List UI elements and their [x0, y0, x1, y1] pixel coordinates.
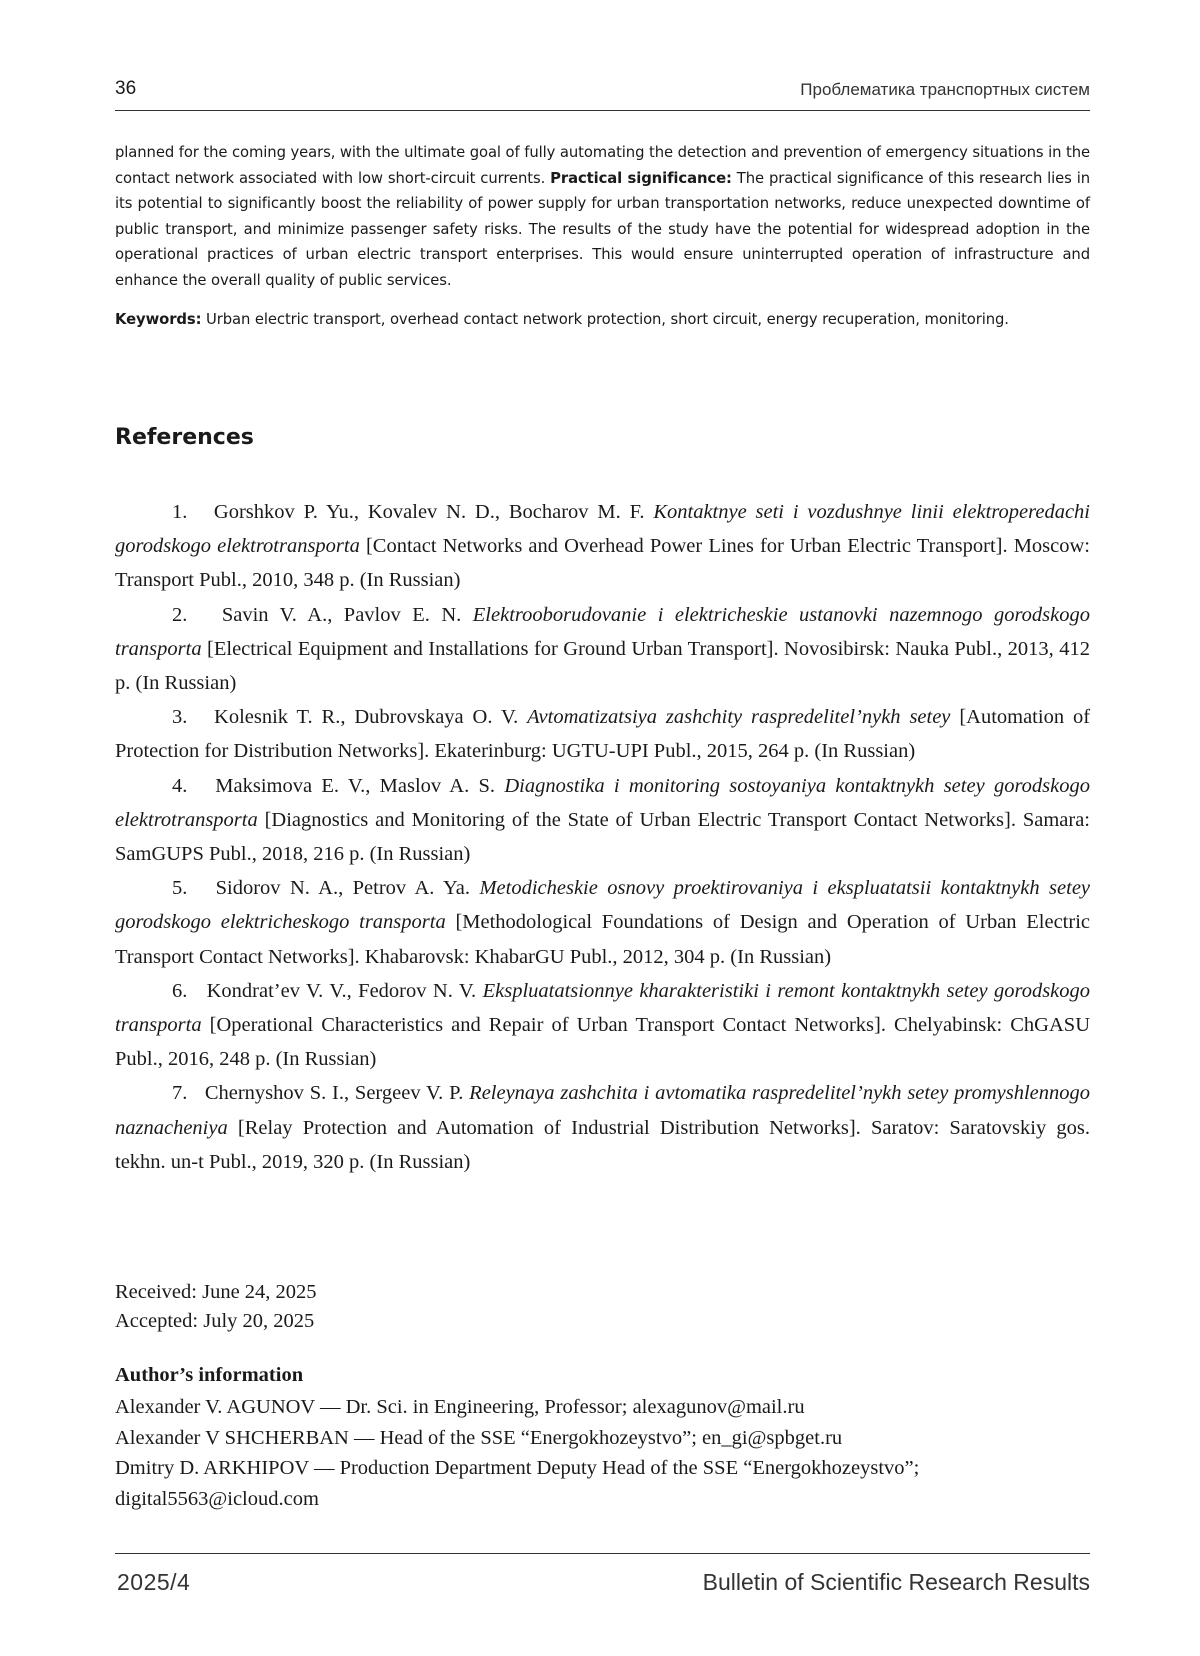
ref-details: [Contact Networks and Overhead Power Lines for Urban Electric Transport]. Moscow: Transport Publ., 2010, 348 p. (In Russian)	[115, 535, 1091, 592]
ref-authors: Savin V. A., Pavlov E. N.	[221, 603, 462, 626]
ref-title: Diagnostika i monitoring sostoyaniya kontaktnykh setey gorodskogo elektrotransporta	[115, 774, 1091, 831]
accepted-date: Accepted: July 20, 2025	[115, 1310, 315, 1332]
ref-number: 2.	[172, 603, 188, 626]
dates-block	[115, 1278, 317, 1336]
ref-number: 6.	[172, 979, 188, 1002]
ref-number: 7.	[172, 1082, 188, 1105]
ref-details: [Electrical Equipment and Installations for Ground Urban Transport]. Novosibirsk: Nauka Publ., 2013, 412 p. (In Russian)	[115, 637, 1090, 695]
ref-title: Elektrooborudovanie i elektricheskie ustanovki nazemnogo gorodskogo transporta	[115, 603, 1091, 660]
keywords-text: Urban electric transport, overhead contact network protection, short circuit, energy recuperation, monitoring.	[206, 310, 1009, 328]
ref-number: 5.	[172, 877, 188, 900]
page-header	[115, 76, 1090, 111]
author-info-list	[115, 1392, 1090, 1514]
keywords-label: Keywords:	[115, 310, 202, 328]
running-title: Проблематика транспортных систем	[800, 80, 1090, 99]
ref-title: Kontaktnye seti i vozdushnye linii elektroperedachi gorodskogo elektrotransporta	[115, 501, 1090, 558]
references-heading: References	[115, 425, 254, 450]
received-date: Received: June 24, 2025	[115, 1281, 317, 1303]
author-line: Dmitry D. ARKHIPOV — Production Department Deputy Head of the SSE “Energokhozeystvo”; digital5563@icloud.com	[115, 1457, 920, 1510]
issue-number: 2025/4	[117, 1569, 191, 1595]
reference-item	[115, 1076, 1090, 1179]
ref-title: Metodicheskie osnovy proektirovaniya i ekspluatatsii kontaktnykh setey gorodskogo elektricheskogo transporta	[115, 877, 1091, 934]
keywords-paragraph	[115, 307, 1090, 333]
page-footer	[115, 1553, 1090, 1595]
reference-item	[115, 871, 1090, 974]
ref-authors: Kondrat’ev V. V., Fedorov N. V.	[206, 979, 477, 1002]
ref-number: 4.	[172, 774, 188, 797]
author-info-heading: Author’s information	[115, 1364, 304, 1386]
references-list	[115, 495, 1090, 1179]
abstract-text-2: The practical significance of this research lies in its potential to significantly boost the reliability of power supply for urban transportation networks, reduce unexpected downtime of public transport, and minimize passenger safety risks. The results of the study have the potential for widespread adoption in the operational practices of urban electric transport enterprises. This would ensure uninterrupted operation of infrastructure and enhance the overall quality of public services.	[115, 169, 1091, 289]
abstract-section	[115, 140, 1090, 332]
author-line: Alexander V. AGUNOV — Dr. Sci. in Engineering, Professor; alexagunov@mail.ru	[115, 1396, 805, 1418]
ref-details: [Operational Characteristics and Repair of Urban Transport Contact Networks]. Chelyabinsk: ChGASU Publ., 2016, 248 p. (In Russian)	[115, 1014, 1090, 1071]
author-line: Alexander V SHCHERBAN — Head of the SSE “Energokhozeystvo”; en_gi@spbget.ru	[115, 1426, 843, 1449]
page	[115, 0, 1090, 1656]
ref-details: [Diagnostics and Monitoring of the State of Urban Electric Transport Contact Networks]. Samara: SamGUPS Publ., 2018, 216 p. (In Russian)	[115, 808, 1090, 866]
ref-number: 3.	[172, 706, 188, 729]
ref-authors: Kolesnik T. R., Dubrovskaya O. V.	[214, 706, 519, 729]
ref-details: [Methodological Foundations of Design and Operation of Urban Electric Transport Contact Networks]. Khabarovsk: KhabarGU Publ., 2012, 304 p. (In Russian)	[115, 911, 1090, 968]
reference-item	[115, 495, 1090, 598]
reference-item	[115, 769, 1090, 872]
ref-title: Releynaya zashchita i avtomatika raspredelitel’nykh setey promyshlennogo naznacheniya	[115, 1082, 1091, 1139]
ref-details: [Automation of Protection for Distribution Networks]. Ekaterinburg: UGTU-UPI Publ., 2015, 264 p. (In Russian)	[115, 706, 1091, 763]
reference-item	[115, 598, 1090, 701]
ref-details: [Relay Protection and Automation of Industrial Distribution Networks]. Saratov: Saratovskiy gos. tekhn. un-t Publ., 2019, 320 p. (In Russian)	[115, 1116, 1090, 1173]
abstract-paragraph	[115, 140, 1090, 294]
ref-number: 1.	[172, 501, 188, 523]
ref-authors: Gorshkov P. Yu., Kovalev N. D., Bocharov M. F.	[213, 501, 645, 523]
ref-authors: Chernyshov S. I., Sergeev V. P.	[204, 1082, 464, 1105]
abstract-text-1: planned for the coming years, with the ultimate goal of fully automating the detection and prevention of emergency situations in the contact network associated with low short-circuit currents.	[115, 144, 1090, 187]
journal-name: Bulletin of Scientific Research Results	[702, 1569, 1090, 1595]
ref-authors: Maksimova E. V., Maslov A. S.	[215, 774, 496, 797]
page-number: 36	[115, 78, 137, 99]
ref-title: Ekspluatatsionnye kharakteristiki i remont kontaktnykh setey gorodskogo transporta	[115, 979, 1091, 1037]
ref-authors: Sidorov N. A., Petrov A. Ya.	[215, 877, 471, 900]
ref-title: Avtomatizatsiya zashchity raspredelitel’nykh setey	[527, 706, 951, 729]
practical-significance-label: Practical significance:	[550, 169, 732, 187]
reference-item	[115, 700, 1090, 768]
reference-item	[115, 974, 1090, 1077]
